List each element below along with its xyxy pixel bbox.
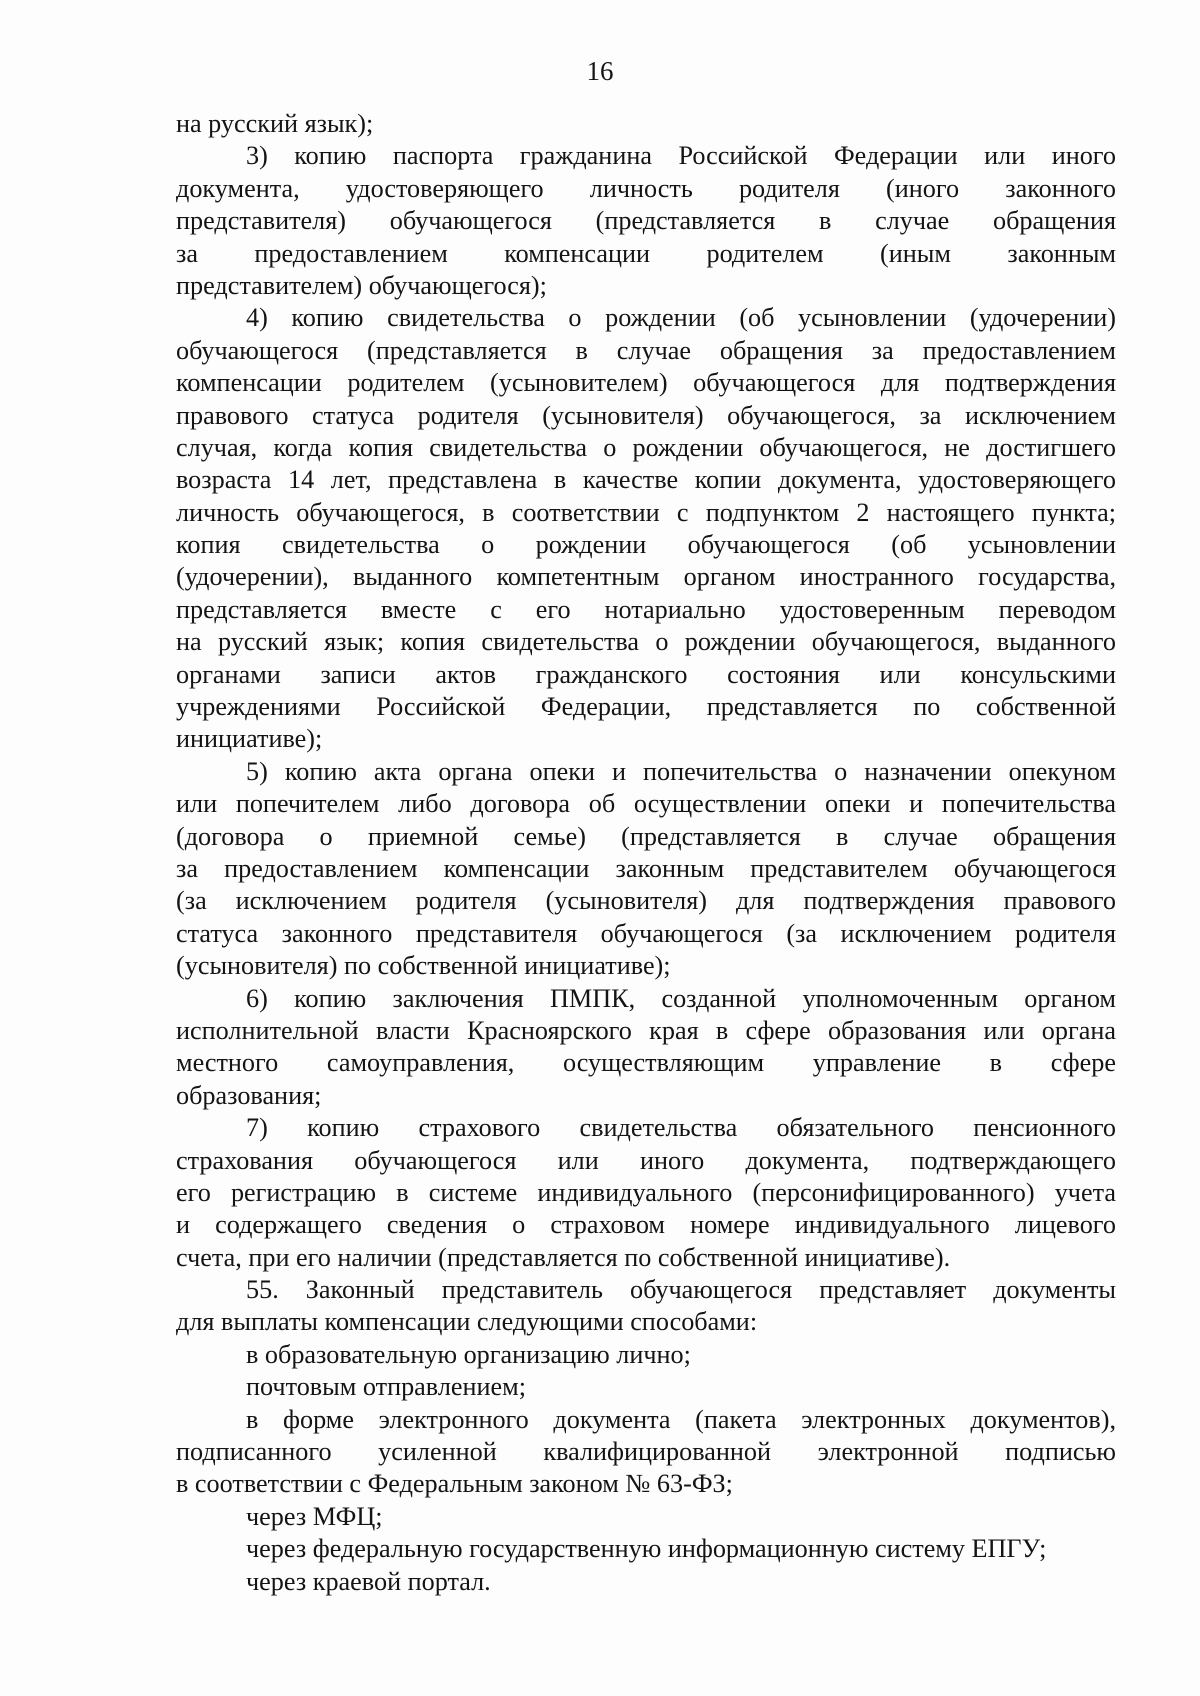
- text-line: обучающегося (представляется в случае обращения за предоставлением: [176, 335, 1116, 365]
- text-line: или попечителем либо договора об осуществлении опеки и попечительства: [176, 789, 1116, 819]
- text-line: статуса законного представителя обучающегося (за исключением родителя: [176, 918, 1116, 948]
- text-line: его регистрацию в системе индивидуального (персонифицированного) учета: [176, 1177, 1116, 1207]
- text-line: 4) копию свидетельства о рождении (об усыновлении (удочерении): [246, 303, 1116, 333]
- text-line: и содержащего сведения о страховом номере индивидуального лицевого: [176, 1210, 1116, 1240]
- text-line: за предоставлением компенсации родителем (иным законным: [176, 238, 1116, 268]
- text-line: местного самоуправления, осуществляющим управление в сфере: [176, 1048, 1116, 1078]
- text-line: 5) копию акта органа опеки и попечительства о назначении опекуном: [246, 756, 1116, 786]
- text-line: документа, удостоверяющего личность родителя (иного законного: [176, 173, 1116, 203]
- text-line: представителя) обучающегося (представляется в случае обращения: [176, 206, 1116, 236]
- text-line: личность обучающегося, в соответствии с подпунктом 2 настоящего пункта;: [176, 497, 1116, 527]
- text-line: через федеральную государственную информационную систему ЕПГУ;: [246, 1534, 1047, 1564]
- text-line: страхования обучающегося или иного документа, подтверждающего: [176, 1145, 1116, 1175]
- text-line: через краевой портал.: [246, 1566, 491, 1596]
- text-line: за предоставлением компенсации законным представителем обучающегося: [176, 853, 1116, 883]
- text-line: учреждениями Российской Федерации, представляется по собственной: [176, 692, 1116, 722]
- page-number: 16: [586, 56, 614, 86]
- text-line: на русский язык; копия свидетельства о рождении обучающегося, выданного: [176, 627, 1116, 657]
- text-line: на русский язык);: [176, 109, 374, 138]
- text-line: образования;: [176, 1080, 322, 1110]
- text-line: 3) копию паспорта гражданина Российской Федерации или иного: [246, 141, 1116, 171]
- text-line: представителем) обучающегося);: [176, 270, 547, 300]
- text-line: через МФЦ;: [246, 1501, 383, 1531]
- text-line: (усыновителя) по собственной инициативе);: [176, 951, 671, 981]
- text-line: инициативе);: [176, 724, 323, 754]
- text-line: счета, при его наличии (представляется по собственной инициативе).: [176, 1242, 951, 1272]
- text-line: в соответствии с Федеральным законом № 63-ФЗ;: [176, 1469, 733, 1499]
- text-line: случая, когда копия свидетельства о рождении обучающегося, не достигшего: [176, 432, 1116, 462]
- text-line: правового статуса родителя (усыновителя) обучающегося, за исключением: [176, 400, 1116, 430]
- text-line: (договора о приемной семье) (представляется в случае обращения: [176, 821, 1116, 851]
- text-line: подписанного усиленной квалифицированной электронной подписью: [176, 1437, 1116, 1467]
- text-line: почтовым отправлением;: [246, 1372, 527, 1402]
- text-line: 7) копию страхового свидетельства обязательного пенсионного: [246, 1113, 1116, 1143]
- text-line: представляется вместе с его нотариально удостоверенным переводом: [176, 594, 1116, 624]
- text-line: (удочерении), выданного компетентным органом иностранного государства,: [176, 562, 1116, 592]
- text-line: для выплаты компенсации следующими способами:: [176, 1307, 758, 1337]
- text-line: органами записи актов гражданского состояния или консульскими: [176, 659, 1116, 689]
- text-line: 6) копию заключения ПМПК, созданной уполномоченным органом: [246, 983, 1116, 1013]
- text-line: компенсации родителем (усыновителем) обучающегося для подтверждения: [176, 368, 1116, 398]
- text-line: копия свидетельства о рождении обучающегося (об усыновлении: [176, 530, 1116, 560]
- text-line: исполнительной власти Красноярского края в сфере образования или органа: [176, 1015, 1116, 1045]
- text-line: (за исключением родителя (усыновителя) для подтверждения правового: [176, 886, 1116, 916]
- text-line: возраста 14 лет, представлена в качестве копии документа, удостоверяющего: [176, 465, 1116, 495]
- document-body: [176, 108, 1116, 1598]
- text-line: 55. Законный представитель обучающегося представляет документы: [246, 1275, 1116, 1305]
- text-line: в образовательную организацию лично;: [246, 1339, 691, 1369]
- text-line: в форме электронного документа (пакета электронных документов),: [246, 1404, 1116, 1434]
